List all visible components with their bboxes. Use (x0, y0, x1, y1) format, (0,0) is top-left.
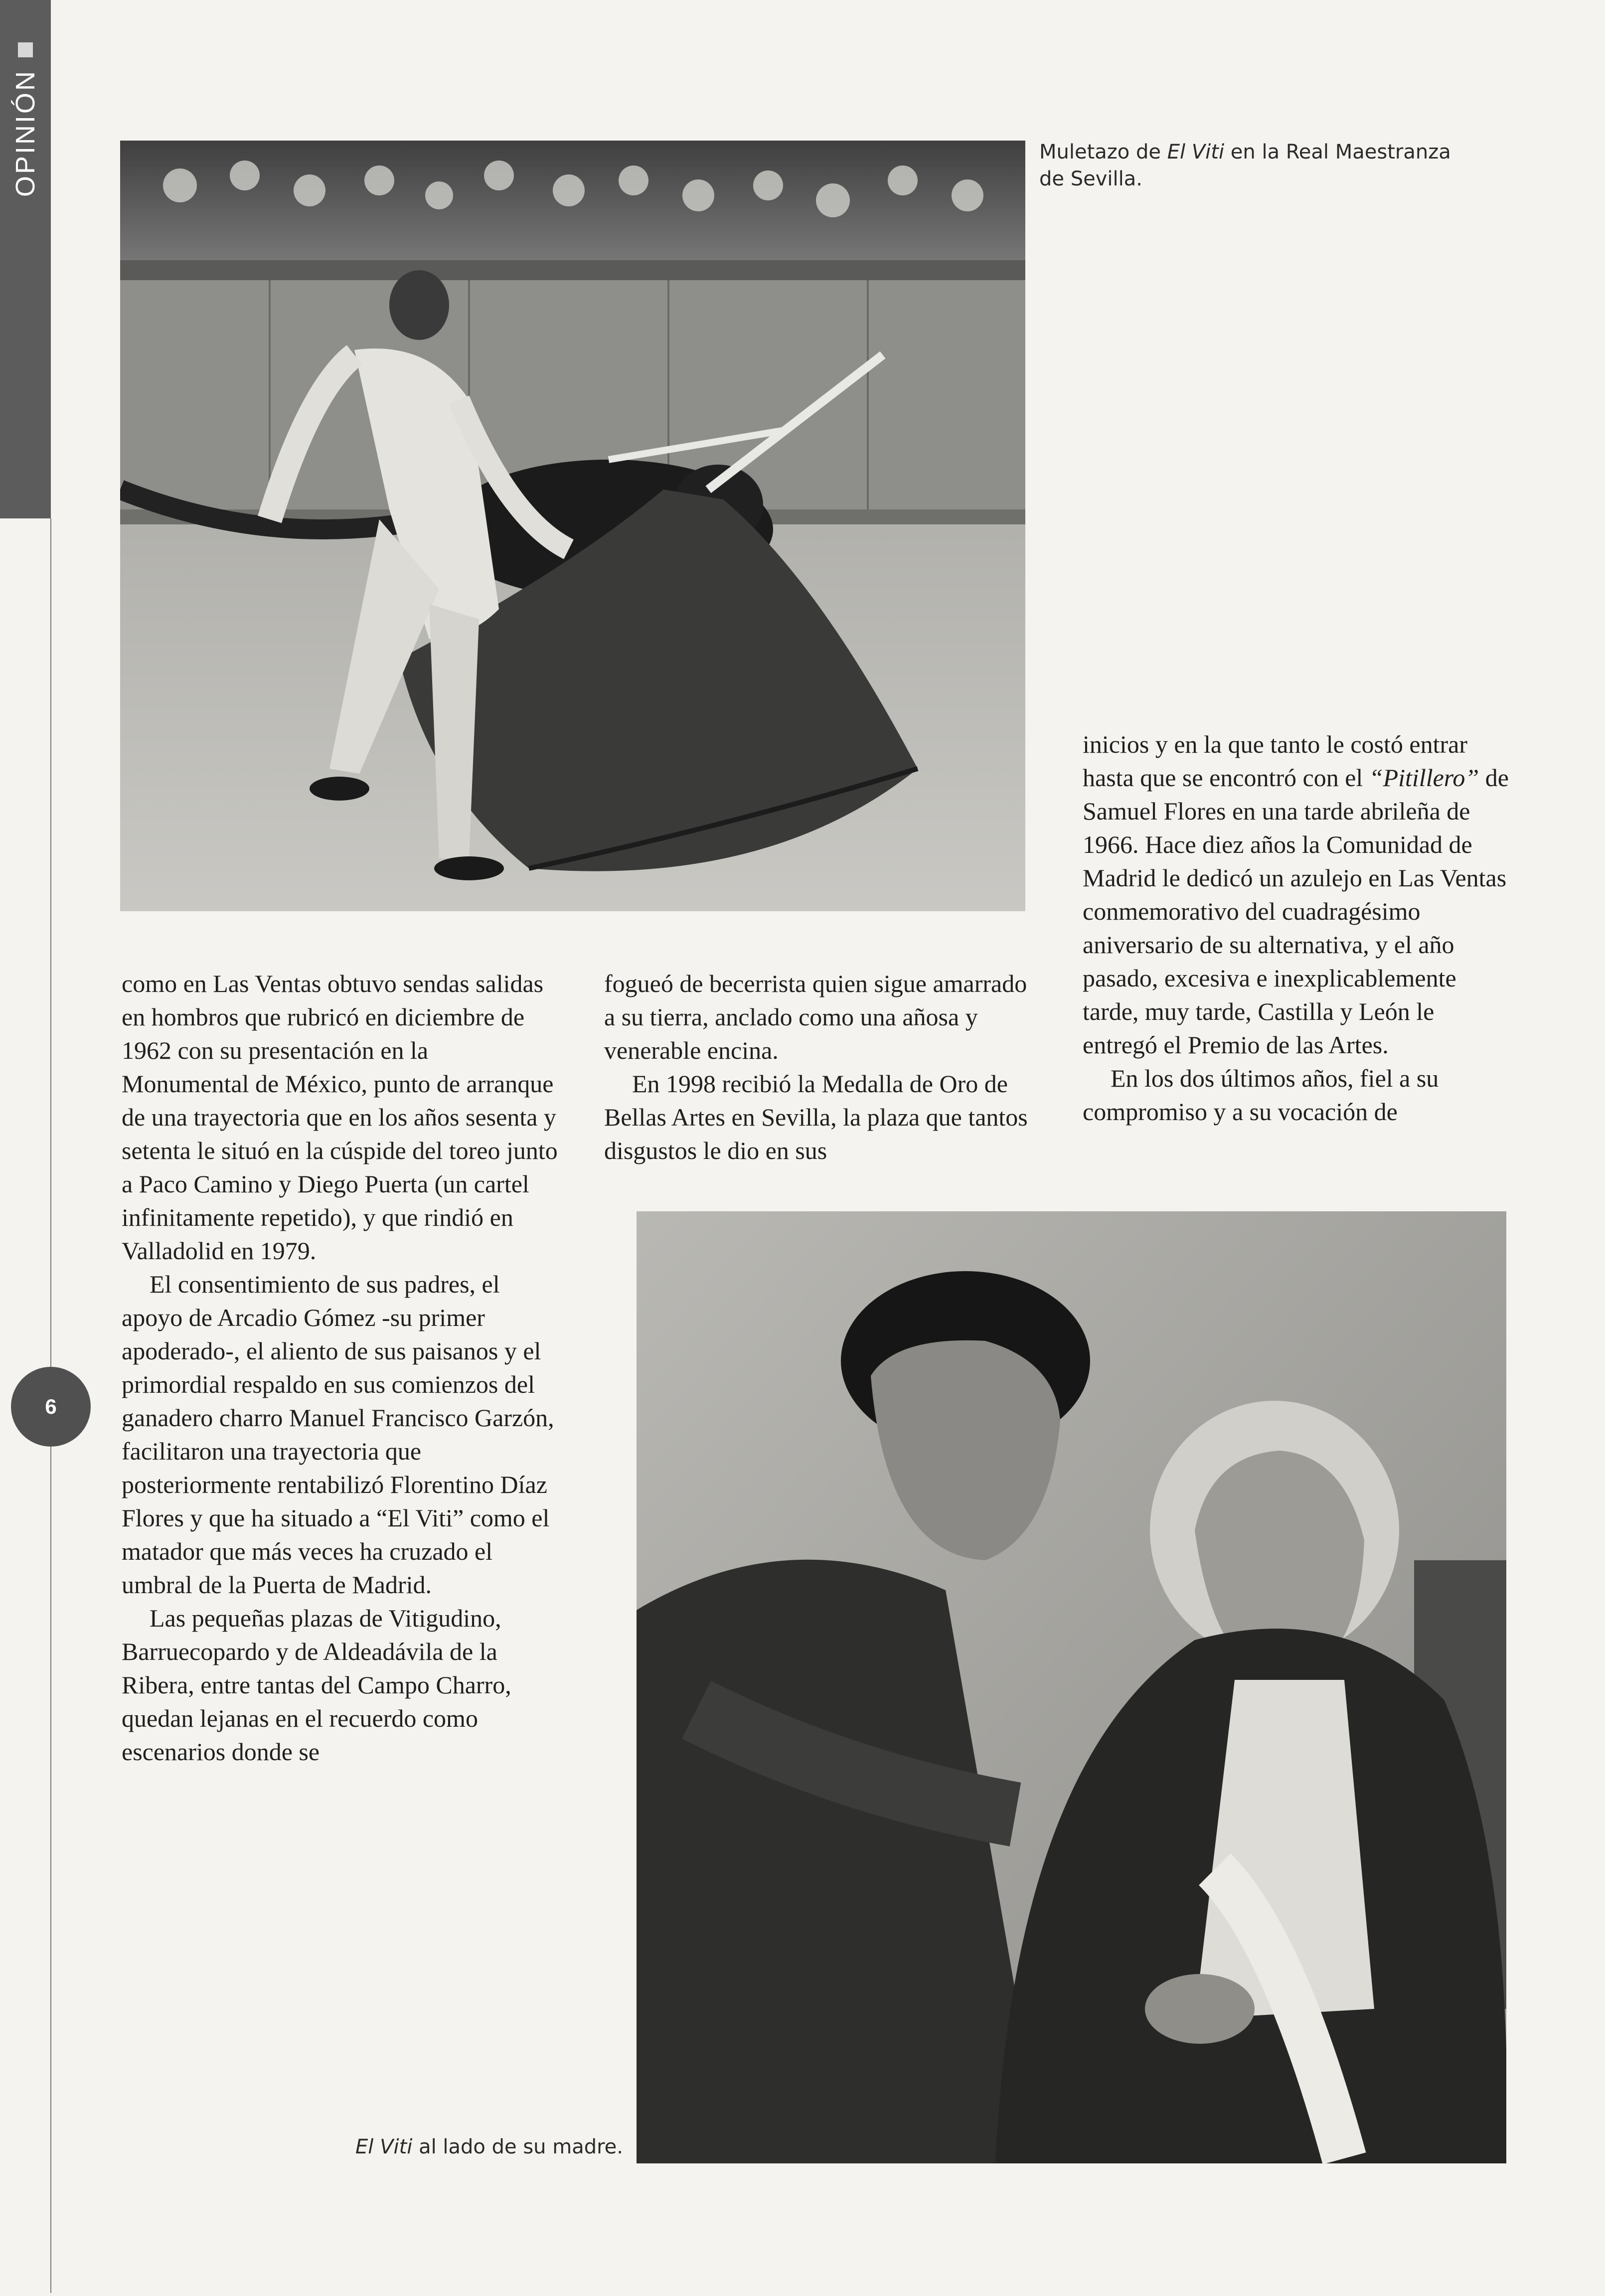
article-column-3 (1083, 728, 1511, 1129)
article-paragraph: En los dos últimos años, fiel a su compromiso y a su vocación de (1083, 1064, 1439, 1126)
article-paragraph: El consentimiento de sus padres, el apoyo de Arcadio Gómez -su primer apoderado-, el aliento de sus paisanos y el primordial respaldo en sus comienzos del ganadero charro Manuel Francisco Garzón, facilitaron una trayectoria que posteriormente rentabilizó Florentino Díaz Flores y que ha situado a “El Viti” como el matador que más veces ha cruzado el umbral de la Puerta de Madrid. (122, 1270, 554, 1599)
photo2-caption-post: al lado de su madre. (412, 2135, 623, 2158)
photo2-caption (344, 2133, 623, 2160)
bullfight-photo (120, 141, 1025, 911)
article-paragraph: Las pequeñas plazas de Vitigudino, Barruecopardo y de Aldeadávila de la Ribera, entre tantas del Campo Charro, quedan lejanas en el recuerdo como escenarios donde se (122, 1604, 511, 1766)
article-column-1 (122, 967, 560, 1769)
section-sidebar (0, 0, 51, 518)
section-square-icon (18, 42, 33, 57)
section-label-text: OPINIÓN (10, 69, 40, 197)
page-number: 6 (45, 1395, 57, 1418)
section-label (10, 42, 41, 197)
photo1-caption-post: en la Real Maestranza de Sevilla. (1039, 141, 1451, 190)
photo2-caption-name: El Viti (355, 2135, 413, 2158)
paragraph-text: inicios y en la que tanto le costó entrar hasta que se encontró con el (1083, 730, 1467, 792)
article-paragraph: como en Las Ventas obtuvo sendas salidas en hombros que rubricó en diciembre de 1962 con su presentación en la Monumental de México, punto de arranque de una trayectoria que en los años sesenta y setenta le situó en la cúspide del toreo junto a Paco Camino y Diego Puerta (un cartel infinitamente repetido), y que rindió en Valladolid en 1979. (122, 970, 558, 1265)
mother-photo (637, 1211, 1506, 2163)
photo1-caption-pre: Muletazo de (1039, 141, 1167, 164)
article-column-2 (604, 967, 1033, 1167)
article-paragraph: En 1998 recibió la Medalla de Oro de Bellas Artes en Sevilla, la plaza que tantos disgustos le dio en sus (604, 1070, 1028, 1164)
paragraph-text: de Samuel Flores en una tarde abrileña de 1966. Hace diez años la Comunidad de Madrid le dedicó un azulejo en Las Ventas conmemorativo del cuadragésimo aniversario de su alternativa, y el año pasado, excesiva e inexplicablemente tarde, muy tarde, Castilla y León le entregó el Premio de las Artes. (1083, 764, 1509, 1059)
photo1-caption-name: El Viti (1167, 141, 1225, 164)
article-paragraph (1083, 728, 1511, 1062)
paragraph-italic: “Pitillero” (1369, 764, 1479, 792)
article-paragraph: fogueó de becerrista quien sigue amarrado a su tierra, anclado como una añosa y venerable encina. (604, 970, 1027, 1064)
photo1-caption (1039, 139, 1478, 192)
page-number-badge (11, 1367, 91, 1447)
